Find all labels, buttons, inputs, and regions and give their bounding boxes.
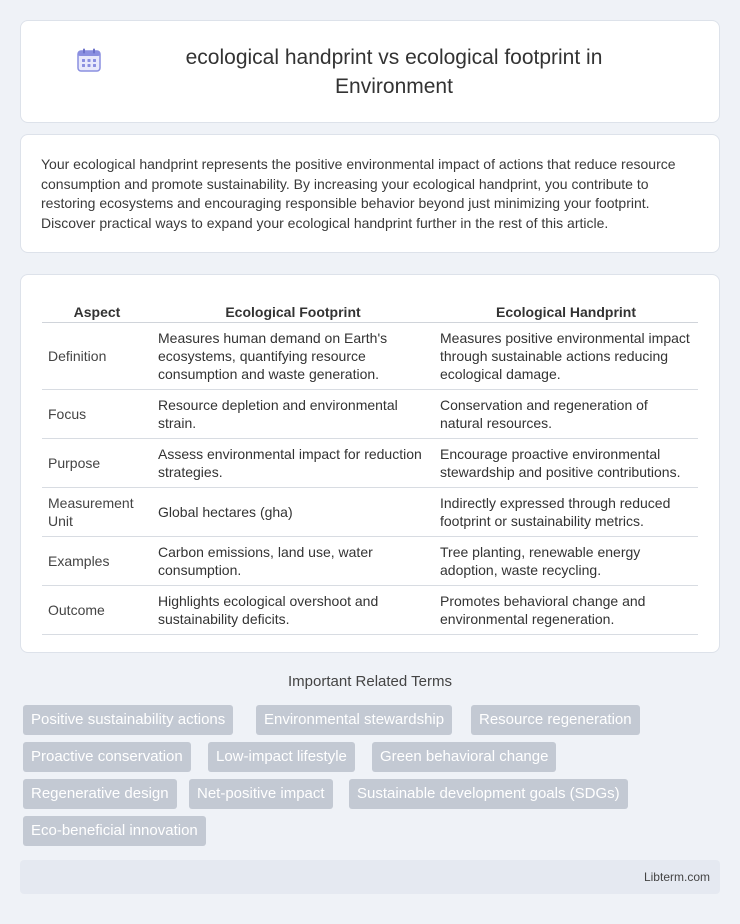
intro-card xyxy=(20,134,720,253)
related-term-tag[interactable]: Resource regeneration xyxy=(471,705,640,735)
footer xyxy=(20,860,720,894)
table-cell-footprint: Assess environmental impact for reduction strategies. xyxy=(152,438,434,487)
related-term-tag[interactable]: Regenerative design xyxy=(23,779,177,809)
header-footprint: Ecological Footprint xyxy=(152,295,434,322)
table-cell-handprint: Conservation and regeneration of natural resources. xyxy=(434,389,698,438)
calendar-icon xyxy=(76,47,102,73)
related-terms-title: Important Related Terms xyxy=(288,673,452,690)
related-term-tag[interactable]: Eco-beneficial innovation xyxy=(23,816,206,846)
table-cell-handprint: Promotes behavioral change and environmental regeneration. xyxy=(434,585,698,634)
table-cell-aspect: Definition xyxy=(42,322,152,389)
related-term-tag[interactable]: Positive sustainability actions xyxy=(23,705,233,735)
footer-site-link[interactable]: Libterm.com xyxy=(643,870,710,884)
related-term-tag[interactable]: Sustainable development goals (SDGs) xyxy=(349,779,628,809)
related-term-tag[interactable]: Net-positive impact xyxy=(189,779,333,809)
table-cell-aspect: Purpose xyxy=(42,438,152,487)
table-cell-footprint: Global hectares (gha) xyxy=(152,487,434,536)
related-term-tag[interactable]: Low-impact lifestyle xyxy=(208,742,355,772)
table-row xyxy=(42,438,698,487)
related-term-tag[interactable]: Green behavioral change xyxy=(372,742,556,772)
table-cell-handprint: Encourage proactive environmental stewardship and positive contributions. xyxy=(434,438,698,487)
table-row xyxy=(42,585,698,634)
page-title: ecological handprint vs ecological footprint in Environment xyxy=(185,45,603,98)
related-term-tag[interactable]: Proactive conservation xyxy=(23,742,191,772)
table-header-row xyxy=(42,295,698,322)
comparison-table xyxy=(42,295,698,635)
table-row xyxy=(42,487,698,536)
table-cell-handprint: Measures positive environmental impact through sustainable actions reducing ecological damage. xyxy=(434,322,698,389)
table-row xyxy=(42,536,698,585)
table-cell-handprint: Tree planting, renewable energy adoption, waste recycling. xyxy=(434,536,698,585)
table-cell-footprint: Highlights ecological overshoot and sustainability deficits. xyxy=(152,585,434,634)
table-cell-aspect: Measurement Unit xyxy=(42,487,152,536)
header-aspect: Aspect xyxy=(42,295,152,322)
table-cell-aspect: Focus xyxy=(42,389,152,438)
comparison-table-card xyxy=(20,274,720,653)
table-cell-footprint: Measures human demand on Earth's ecosystems, quantifying resource consumption and waste generation. xyxy=(152,322,434,389)
table-cell-aspect: Examples xyxy=(42,536,152,585)
table-cell-footprint: Carbon emissions, land use, water consumption. xyxy=(152,536,434,585)
table-cell-footprint: Resource depletion and environmental strain. xyxy=(152,389,434,438)
table-row xyxy=(42,322,698,389)
title-card xyxy=(20,20,720,123)
table-row xyxy=(42,389,698,438)
table-cell-handprint: Indirectly expressed through reduced footprint or sustainability metrics. xyxy=(434,487,698,536)
intro-text: Your ecological handprint represents the positive environmental impact of actions that reduce resource consumption and promote sustainability. By increasing your ecological handprint, you contribute to restoring ecosystems and encouraging responsible behavior beyond just minimizing your footprint. Discover practical ways to expand your ecological handprint further in the rest of this article. xyxy=(41,156,676,231)
header-handprint: Ecological Handprint xyxy=(434,295,698,322)
table-cell-aspect: Outcome xyxy=(42,585,152,634)
related-term-tag[interactable]: Environmental stewardship xyxy=(256,705,452,735)
